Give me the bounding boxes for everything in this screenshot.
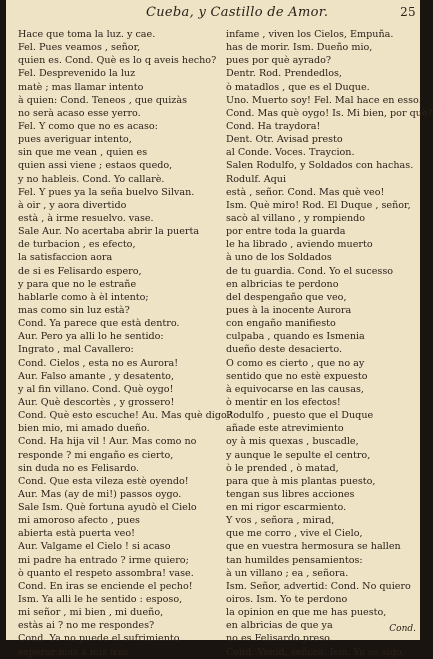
verse-line: responde ? mi engaño es cierto, xyxy=(18,449,174,461)
verse-line: à uno de los Soldados xyxy=(226,252,332,264)
verse-line: que me corro , vive el Cielo, xyxy=(226,528,363,540)
verse-line: està , à irme resuelvo. vase. xyxy=(18,212,154,224)
verse-line: Aur. Mas (ay de mi!) passos oygo. xyxy=(18,488,182,500)
verse-line: pues à la inocente Aurora xyxy=(226,304,352,316)
page-number: 25 xyxy=(400,5,416,19)
verse-line: has de morir. Ism. Dueño mio, xyxy=(226,42,373,54)
verse-line: para que à mis plantas puesto, xyxy=(226,475,376,487)
verse-line: ò matadlos , que es el Duque. xyxy=(226,81,370,93)
verse-line: Dent. Otr. Avisad presto xyxy=(226,134,343,146)
running-title: Cueba, y Castillo de Amor. xyxy=(146,5,329,20)
verse-line: Cond. Què esto escuche! Au. Mas què digo? xyxy=(18,410,232,422)
verse-line: Cond. Venid, señora. Ism. Ya os sigo. xyxy=(226,646,405,658)
column-divider xyxy=(222,28,223,628)
verse-line: Cond. Ya no puede el sufrimiento xyxy=(18,633,180,645)
verse-line: Ism. Ya alli le he sentido : esposo, xyxy=(18,594,183,606)
verse-line: à equivocarse en las causas, xyxy=(226,383,364,395)
verse-line: y para que no le estrañe xyxy=(18,278,137,290)
running-header xyxy=(6,2,420,24)
verse-line: O como es cierto , que no ay xyxy=(226,357,365,369)
verse-line: con engaño manifiesto xyxy=(226,318,336,330)
verse-line: Cond. Ha hija vil ! Aur. Mas como no xyxy=(18,436,197,448)
verse-line: de turbacion , es efecto, xyxy=(18,239,136,251)
left-text-column xyxy=(18,28,232,658)
verse-line: tan humildes pensamientos: xyxy=(226,554,363,566)
verse-line: Ism. Què miro! Rod. El Duque , señor, xyxy=(226,199,411,211)
verse-line: Aur. Falso amante , y desatento, xyxy=(18,370,175,382)
verse-line: dueño deste desacierto. xyxy=(226,344,343,356)
verse-line: de tu guardia. Cond. Yo el sucesso xyxy=(226,265,394,277)
verse-line: esperar mas à mis iras xyxy=(18,646,129,658)
verse-line: matè ; mas llamar intento xyxy=(18,81,144,93)
verse-line: añade este atrevimiento xyxy=(226,423,344,435)
verse-line: Fel. Y como que no es acaso: xyxy=(18,120,158,132)
verse-line: en mi rigor escarmiento. xyxy=(226,502,347,514)
verse-line: Sale Ism. Què fortuna ayudò el Cielo xyxy=(18,502,197,514)
verse-line: ò le prended , ò matad, xyxy=(226,462,339,474)
verse-line: Rodulf. Aqui xyxy=(226,173,287,185)
verse-line: estàs ai ? no me respondes? xyxy=(18,620,155,632)
verse-line: mi amoroso afecto , pues xyxy=(18,515,140,527)
verse-line: Y vos , señora , mirad, xyxy=(226,515,335,527)
verse-line: por entre toda la guarda xyxy=(226,226,346,238)
verse-line: està , señor. Cond. Mas què veo! xyxy=(226,186,385,198)
verse-line: Aur. Pero ya alli lo he sentido: xyxy=(18,331,164,343)
verse-line: Sale Aur. No acertaba abrir la puerta xyxy=(18,226,200,238)
verse-line: Ingrato , mal Cavallero: xyxy=(18,344,134,356)
verse-line: no serà acaso esse yerro. xyxy=(18,107,141,119)
verse-line: sin duda no es Felisardo. xyxy=(18,462,140,474)
verse-line: culpaba , quando es Ismenia xyxy=(226,331,365,343)
verse-line: la opinion en que me has puesto, xyxy=(226,607,387,619)
verse-line: le ha librado , aviendo muerto xyxy=(226,239,373,251)
verse-line: tengan sus libres acciones xyxy=(226,488,355,500)
book-page xyxy=(6,0,433,658)
verse-line: Uno. Muerto soy! Fel. Mal hace en esso. xyxy=(226,94,422,106)
verse-line: à quien: Cond. Teneos , que quizàs xyxy=(18,94,188,106)
verse-line: hablarle como à èl intento; xyxy=(18,291,149,303)
verse-line: ò quanto el respeto assombra! vase. xyxy=(18,567,194,579)
verse-line: oiros. Ism. Yo te perdono xyxy=(226,594,348,606)
verse-line: Cond. Que esta vileza estè oyendo! xyxy=(18,475,189,487)
verse-line: Cond. Cielos , esta no es Aurora! xyxy=(18,357,179,369)
catchword: Cond. xyxy=(389,624,416,634)
verse-line: Dentr. Rod. Prendedlos, xyxy=(226,68,342,80)
verse-line: quien es. Cond. Què es lo q aveis hecho? xyxy=(18,55,217,67)
verse-line: Salen Rodulfo, y Soldados con hachas. xyxy=(226,160,414,172)
verse-line: en albricias te perdono xyxy=(226,278,339,290)
verse-line: mi señor , mi bien , mi dueño, xyxy=(18,607,164,619)
verse-line: y no hableis. Cond. Yo callarè. xyxy=(18,173,165,185)
verse-line: Aur. Què descortès , y grossero! xyxy=(18,396,175,408)
verse-line: à oir , y aora divertido xyxy=(18,199,127,211)
verse-line: de si es Felisardo espero, xyxy=(18,265,142,277)
verse-line: Rodulfo , puesto que el Duque xyxy=(226,410,374,422)
verse-line: Fel. Pues veamos , señor, xyxy=(18,42,141,54)
verse-line: pues por què ayrado? xyxy=(226,55,332,67)
verse-line: en albricias de que ya xyxy=(226,620,333,632)
verse-line: la satisfaccion aora xyxy=(18,252,113,264)
verse-line: oy à mis quexas , buscadle, xyxy=(226,436,359,448)
verse-line: sacò al villano , y rompiendo xyxy=(226,212,366,224)
verse-line: Cond. Ya parece que està dentro. xyxy=(18,318,180,330)
verse-line: y al fin villano. Cond. Què oygo! xyxy=(18,383,174,395)
verse-line: sin que me vean , quien es xyxy=(18,147,148,159)
verse-line: Cond. En iras se enciende el pecho! xyxy=(18,580,193,592)
verse-line: à un villano ; ea , señora. xyxy=(226,567,349,579)
verse-line: mi padre ha entrado ? irme quiero; xyxy=(18,554,189,566)
verse-line: infame , viven los Cielos, Empuña. xyxy=(226,29,394,40)
verse-line: mas como sin luz està? xyxy=(18,304,130,316)
verse-line: Hace que toma la luz. y cae. xyxy=(18,29,156,40)
verse-line: Cond. Mas què oygo! Is. Mi bien, por què? xyxy=(226,107,433,119)
verse-line: del despengaño que veo, xyxy=(226,291,347,303)
verse-line: Cond. Ha traydora! xyxy=(226,120,321,132)
verse-line: Aur. Valgame el Cielo ! si acaso xyxy=(18,541,171,553)
verse-line: y aunque le sepulte el centro, xyxy=(226,449,371,461)
verse-line: al Conde. Voces. Traycion. xyxy=(226,147,355,159)
verse-line: pues averiguar intento, xyxy=(18,134,132,146)
right-text-column xyxy=(226,28,433,658)
verse-line: quien assi viene ; estaos quedo, xyxy=(18,160,173,172)
verse-line: bien mio, mi amado dueño. xyxy=(18,423,150,435)
verse-line: sentido que no estè expuesto xyxy=(226,370,368,382)
verse-line: ò mentir en los efectos! xyxy=(226,396,341,408)
verse-line: Fel. Y pues ya la seña buelvo Silvan. xyxy=(18,186,195,198)
verse-line: no es Felisardo preso. xyxy=(226,633,333,645)
verse-line: que en vuestra hermosura se hallen xyxy=(226,541,401,553)
verse-line: Ism. Señor, advertid: Cond. No quiero xyxy=(226,580,411,592)
verse-line: Fel. Desprevenido la luz xyxy=(18,68,136,80)
verse-line: abierta està puerta veo! xyxy=(18,528,135,540)
